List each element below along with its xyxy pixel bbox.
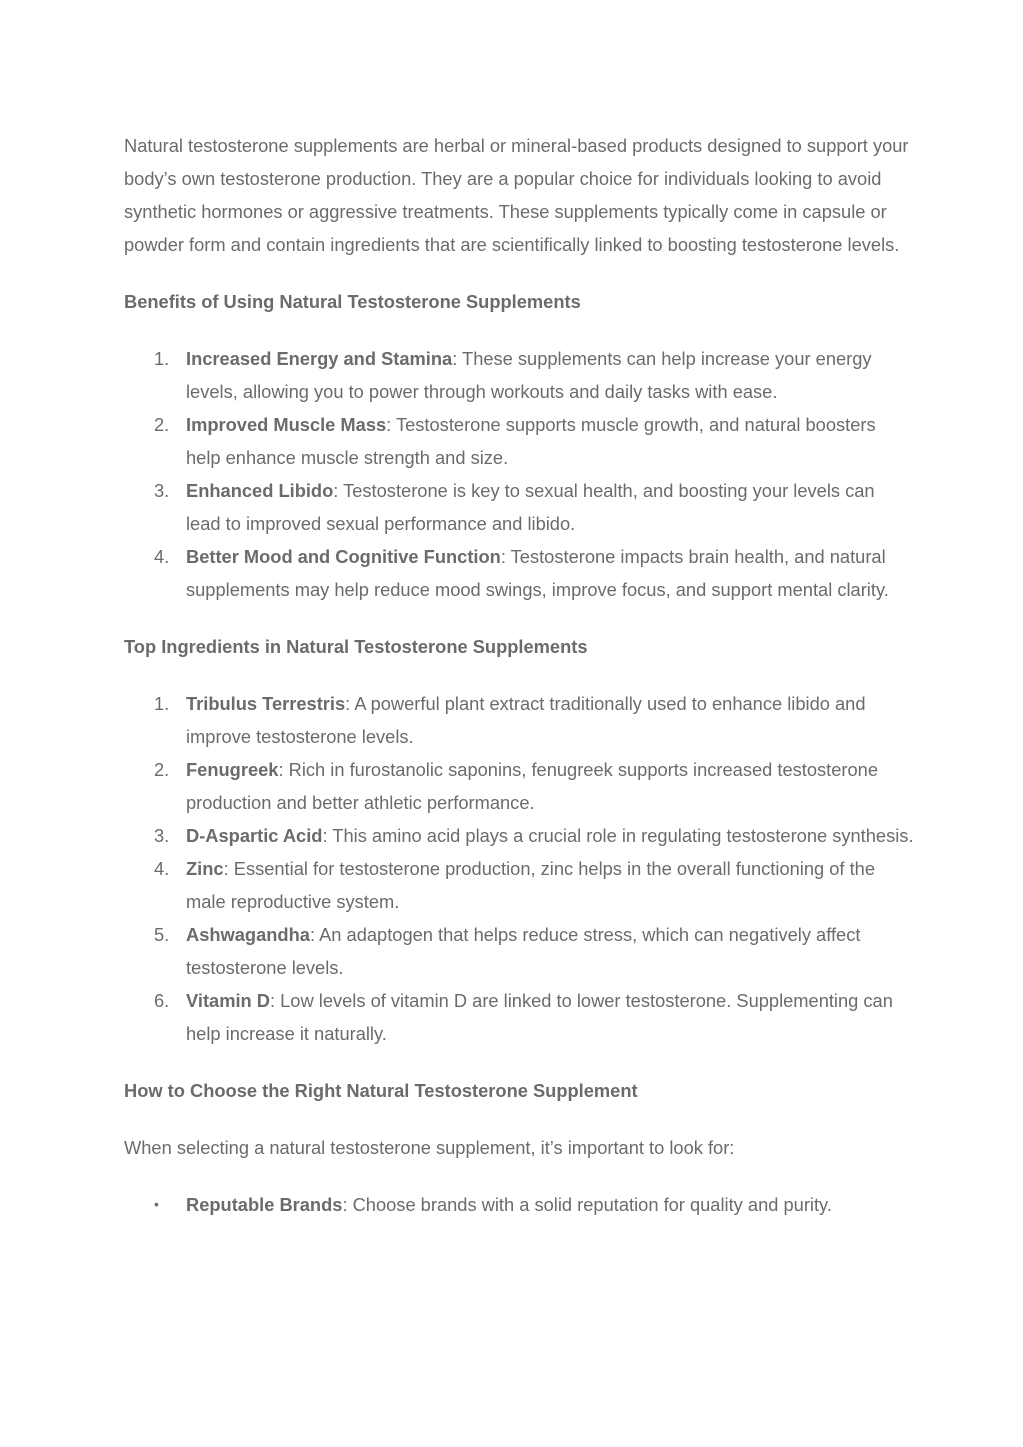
list-term: Zinc	[186, 858, 224, 879]
bullet-icon: •	[154, 1196, 159, 1212]
list-term: Ashwagandha	[186, 924, 310, 945]
list-number: 3.	[154, 480, 170, 501]
list-item	[124, 342, 914, 408]
list-number: 1.	[154, 348, 170, 369]
list-number: 4.	[154, 546, 170, 567]
list-term: Fenugreek	[186, 759, 279, 780]
list-text: : A powerful plant extract traditionally used to enhance libido and improve testosterone levels.	[186, 693, 866, 747]
list-text: : Choose brands with a solid reputation for quality and purity.	[342, 1194, 832, 1215]
list-number: 2.	[154, 414, 170, 435]
list-item	[124, 852, 914, 918]
ingredients-heading: Top Ingredients in Natural Testosterone Supplements	[124, 636, 588, 657]
list-item	[124, 474, 914, 540]
list-term: D-Aspartic Acid	[186, 825, 323, 846]
intro-paragraph: Natural testosterone supplements are herbal or mineral-based products designed to support your body’s own testosterone production. They are a popular choice for individuals looking to avoid synthetic hormones or aggressive treatments. These supplements typically come in capsule or powder form and contain ingredients that are scientifically linked to boosting testosterone levels.	[124, 135, 909, 255]
list-item	[124, 984, 914, 1050]
ingredients-list	[124, 687, 914, 1050]
list-term: Better Mood and Cognitive Function	[186, 546, 501, 567]
criteria-list	[124, 1188, 914, 1221]
list-text: : Low levels of vitamin D are linked to lower testosterone. Supplementing can help increase it naturally.	[186, 990, 893, 1044]
list-number: 6.	[154, 990, 170, 1011]
benefits-heading: Benefits of Using Natural Testosterone Supplements	[124, 291, 581, 312]
list-number: 2.	[154, 759, 170, 780]
list-item	[124, 753, 914, 819]
list-text: : Essential for testosterone production, zinc helps in the overall functioning of the male reproductive system.	[186, 858, 875, 912]
list-item	[124, 918, 914, 984]
list-text: : This amino acid plays a crucial role in regulating testosterone synthesis.	[322, 825, 914, 846]
list-number: 4.	[154, 858, 170, 879]
list-term: Reputable Brands	[186, 1194, 343, 1215]
list-term: Improved Muscle Mass	[186, 414, 387, 435]
list-text: : Rich in furostanolic saponins, fenugreek supports increased testosterone production and better athletic performance.	[186, 759, 879, 813]
list-number: 1.	[154, 693, 170, 714]
list-item	[124, 540, 914, 606]
list-item	[124, 687, 914, 753]
list-number: 3.	[154, 825, 170, 846]
list-term: Enhanced Libido	[186, 480, 334, 501]
list-item	[124, 819, 914, 852]
list-text: : An adaptogen that helps reduce stress, which can negatively affect testosterone levels.	[186, 924, 861, 978]
choose-intro-paragraph: When selecting a natural testosterone supplement, it’s important to look for:	[124, 1137, 735, 1158]
list-text: : Testosterone impacts brain health, and natural supplements may help reduce mood swings, improve focus, and support mental clarity.	[186, 546, 889, 600]
list-text: : Testosterone is key to sexual health, and boosting your levels can lead to improved sexual performance and libido.	[186, 480, 875, 534]
list-text: : Testosterone supports muscle growth, and natural boosters help enhance muscle strength and size.	[186, 414, 876, 468]
list-text: : These supplements can help increase your energy levels, allowing you to power through workouts and daily tasks with ease.	[186, 348, 872, 402]
list-term: Tribulus Terrestris	[186, 693, 346, 714]
choose-heading: How to Choose the Right Natural Testosterone Supplement	[124, 1080, 638, 1101]
list-item	[124, 408, 914, 474]
list-term: Vitamin D	[186, 990, 270, 1011]
list-item	[124, 1188, 914, 1221]
list-term: Increased Energy and Stamina	[186, 348, 453, 369]
list-number: 5.	[154, 924, 170, 945]
benefits-list	[124, 342, 914, 606]
document-page	[124, 129, 914, 1221]
